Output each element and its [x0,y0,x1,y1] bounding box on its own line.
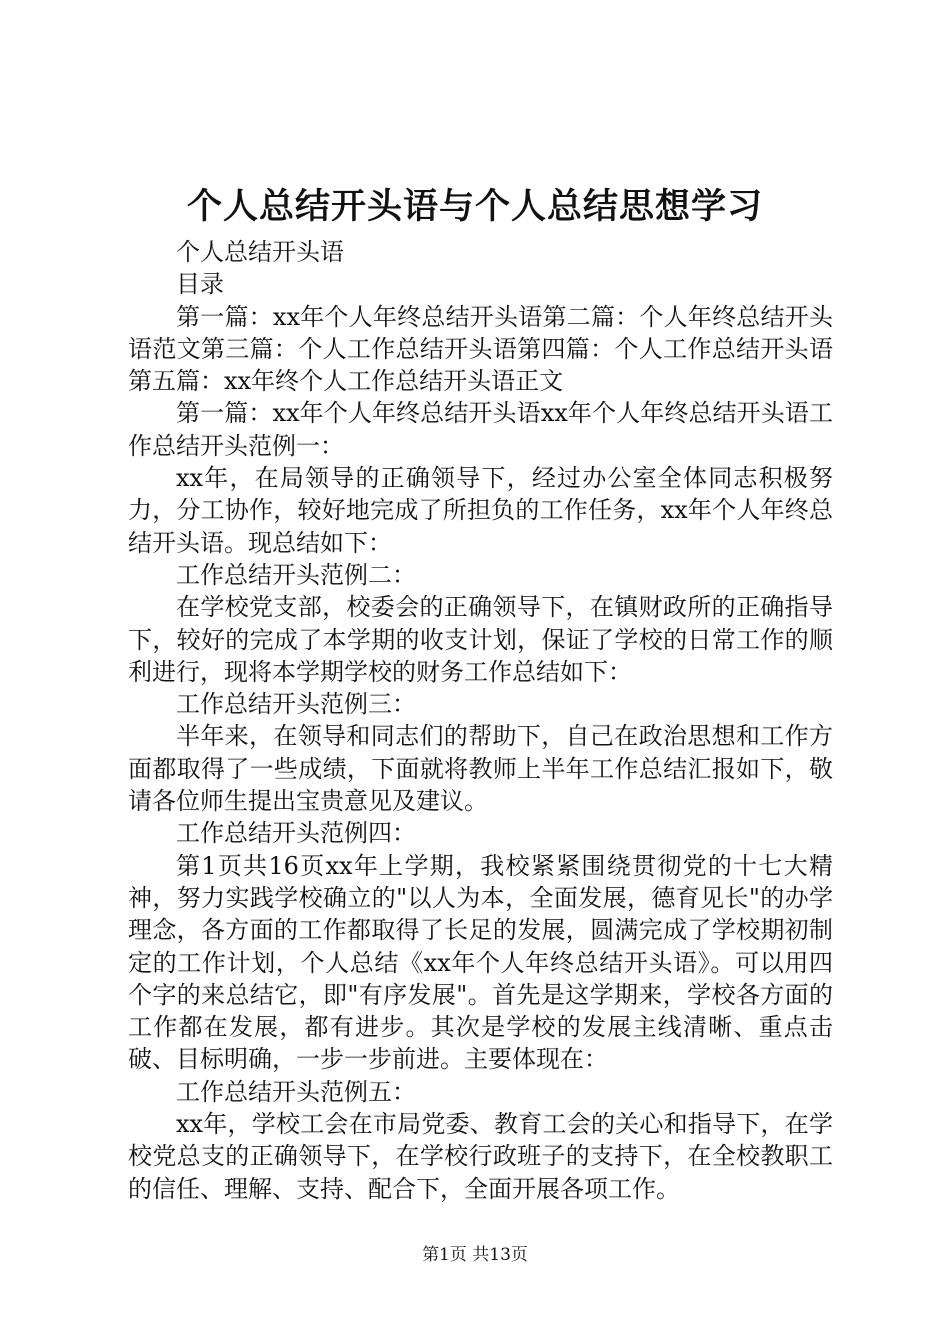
body-paragraph: xx年，在局领导的正确领导下，经过办公室全体同志积极努力，分工协作，较好地完成了所担负的工作任务，xx年个人年终总结开头语。现总结如下： [128,464,833,557]
document-body [128,236,833,1205]
body-paragraph: 工作总结开头范例五： [176,1077,416,1106]
body-paragraph: 第一篇：xx年个人年终总结开头语xx年个人年终总结开头语工作总结开头范例一： [128,399,833,460]
page-footer: 第1页 共13页 [422,1245,528,1265]
document-title: 个人总结开头语与个人总结思想学习 [186,186,763,227]
body-paragraph: 个人总结开头语 [176,238,344,266]
body-paragraph: 工作总结开头范例二： [176,560,416,589]
body-paragraph: 目录 [176,270,224,299]
body-paragraph: 第一篇：xx年个人年终总结开头语第二篇：个人年终总结开头语范文第三篇：个人工作总结开头语第四篇：个人工作总结开头语第五篇：xx年终个人工作总结开头语正文 [128,302,833,396]
body-paragraph: 第1页共16页xx年上学期，我校紧紧围绕贯彻党的十七大精神，努力实践学校确立的"以人为本，全面发展，德育见长"的办学理念，各方面的工作都取得了长足的发展，圆满完成了学校期初制定的工作计划，个人总结《xx年个人年终总结开头语》。可以用四个字的来总结它，即"有序发展"。首先是这学期来，学校各方面的工作都在发展，都有进步。其次是学校的发展主线清晰、重点击破、目标明确，一步一步前进。主要体现在： [128,851,833,1074]
body-paragraph: xx年，学校工会在市局党委、教育工会的关心和指导下，在学校党总支的正确领导下，在学校行政班子的支持下，在全校教职工的信任、理解、支持、配合下，全面开展各项工作。 [128,1110,833,1203]
body-paragraph: 工作总结开头范例三： [176,690,416,719]
body-paragraph: 在学校党支部，校委会的正确领导下，在镇财政所的正确指导下，较好的完成了本学期的收支计划，保证了学校的日常工作的顺利进行，现将本学期学校的财务工作总结如下： [128,593,833,686]
body-paragraph: 工作总结开头范例四： [176,819,416,848]
body-paragraph: 半年来，在领导和同志们的帮助下，自己在政治思想和工作方面都取得了一些成绩，下面就将教师上半年工作总结汇报如下，敬请各位师生提出宝贵意见及建议。 [128,722,833,816]
